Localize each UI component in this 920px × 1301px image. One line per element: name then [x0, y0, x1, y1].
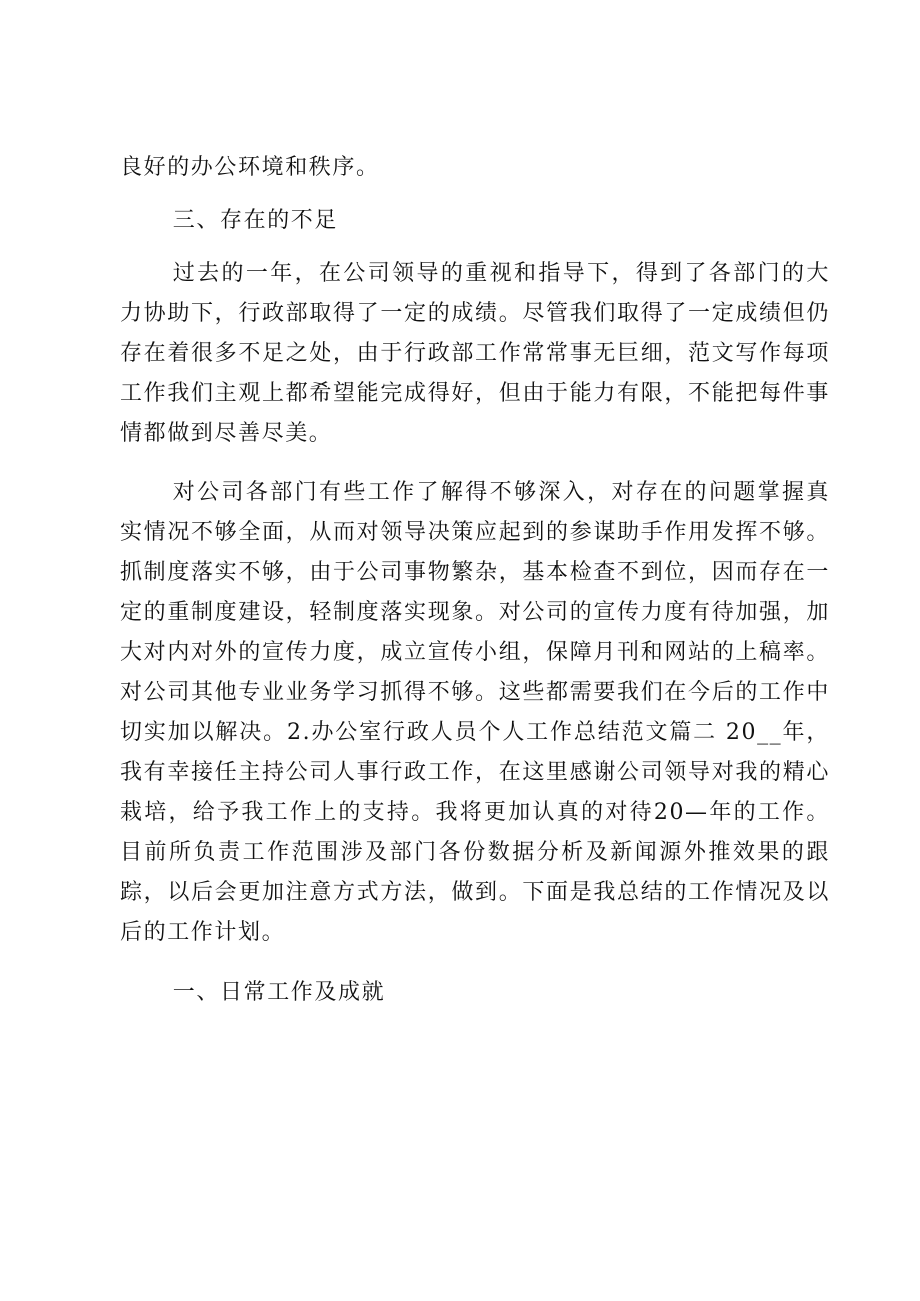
paragraph-2: 对公司各部门有些工作了解得不够深入，对存在的问题掌握真实情况不够全面，从而对领导决策应起到的参谋助手作用发挥不够。抓制度落实不够，由于公司事物繁杂，基本检查不到位，因而存在一定的重制度建设，轻制度落实现象。对公司的宣传力度有待加强，加大对内对外的宣传力度，成立宣传小组，保障月刊和网站的上稿率。对公司其他专业业务学习抓得不够。这些都需要我们在今后的工作中切实加以解决。2.办公室行政人员个人工作总结范文篇二 20__年，我有幸接任主持公司人事行政工作，在这里感谢公司领导对我的精心栽培，给予我工作上的支持。我将更加认真的对待20—年的工作。目前所负责工作范围涉及部门各份数据分析及新闻源外推效果的跟踪，以后会更加注意方式方法，做到。下面是我总结的工作情况及以后的工作计划。	[120, 480, 830, 945]
section-heading-daily-work: 一、日常工作及成就	[172, 980, 386, 1005]
paragraph-1: 过去的一年，在公司领导的重视和指导下，得到了各部门的大力协助下，行政部取得了一定的成绩。尽管我们取得了一定成绩但仍存在着很多不足之处，由于行政部工作常常事无巨细，范文写作每项工作我们主观上都希望能完成得好，但由于能力有限，不能把每件事情都做到尽善尽美。	[120, 261, 830, 446]
document-page	[120, 148, 830, 1013]
section-heading-shortcomings: 三、存在的不足	[172, 208, 338, 233]
lead-line: 良好的办公环境和秩序。	[120, 155, 380, 180]
